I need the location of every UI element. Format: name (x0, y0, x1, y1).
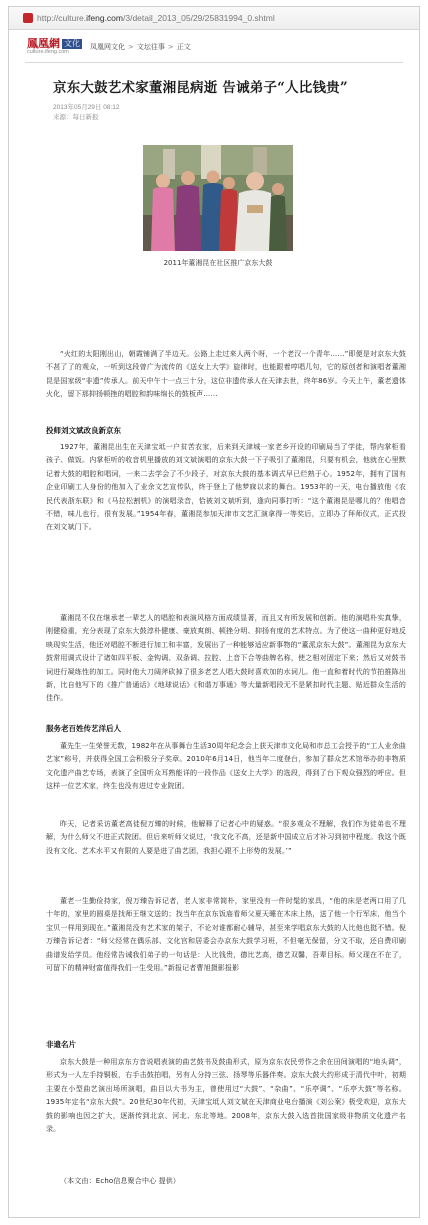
address-bar[interactable] (9, 7, 419, 30)
breadcrumb-separator: > (128, 43, 134, 51)
paragraph-innovation: 董湘昆不仅在继承老一辈艺人的唱腔和表演风格方面成绩显著，而且又有所发展和创新。他的演唱朴实真挚，刚健稳重，充分表现了京东大鼓淳朴健康、豪放爽朗、顿挫分明、抑扬有度的艺术特点。为了使这一曲种更好地反映现实生活，他还对唱腔不断进行加工和丰富，发展出了一种能够适应新事物的“董派京东大鼓”。董湘昆为京东大鼓常用调式设计了诸如四平板、金钩调、双条调、拉腔、上音下合等曲牌名称，使之相对固定下来；然后又对鼓书词进行凝练性的加工。同时他大刀阔斧砍掉了很多老艺人唱大鼓时喜欢加的水词儿。他一直和着时代的节拍推陈出新，比自他写下的《推广普通话》《地球说话》《和谐万事通》等大量新唱段无不是紧扣时代主题、贴近群众生活的佳作。 (46, 614, 406, 703)
logo-text: 鳳凰網 (27, 37, 60, 51)
paragraph-frugal: 董老一生勤俭持家，倪万臻告诉记者，老人家非常简朴，家里没有一件时髦的家具，“他的床是老两口用了几十年的，家里的圆桌是找师王继文送的；找当年在京东饭庙看师父夏天睡在木床上热，送了他一个行军床，他当个宝贝一样用到现在。”董湘昆没有艺术家的架子，不论对谁都耐心辅导，甚至来学唱京东大鼓的人比他也挺不错。倪万臻告诉记者：“师父经常在偶乐部、文化宫和居委会办京东大鼓学习班，不但毫无保留，分文不取，还自费印刷曲谱发给学员。他经常告诫我们弟子的一句话是：人比钱贵，德比艺高，德艺双馨，吾辈目标。师父现在不在了，可留下的精神财富值得我们一生受用。”新报记者曹旭摄影报影 (46, 897, 406, 973)
article-paragraph (46, 612, 406, 706)
paragraph-intro: “火红的太阳刚出山，朝霞铺满了半边天。公路上走过来人两个呀，一个老汉一个青年……”即便是对京东大鼓不甚了了的观众，一听到这段曾广为流传的《送女上大学》旋律时，也能跟着哼唱几句，它的原创者和演唱者董湘昆是国家级“非遗”传承人。前天中午十一点三十分，这位非遗传承人在天津去世，终年86岁。今天上午，董老遗体火化，留下那抑扬顿挫的唱腔和韵味绵长的鼓板声…… (46, 350, 406, 399)
article-meta (9, 103, 419, 123)
breadcrumb-item-culture[interactable]: 凤凰网文化 (90, 43, 125, 51)
paragraph-heritage: 京东大鼓是一种用京东方音说唱表演的曲艺鼓书及鼓曲形式，原为京东农民劳作之余在田间演唱的“地头调”，形式为一人左手持铜板，右手击鼓拍唱，另有人分持三弦、扬琴等乐器伴奏。京东大鼓大约形成于清代中叶，初期主要在小型曲艺演出场所演唱，曲目以大书为主，曾使用过“大鼓”、“杂曲”、“乐亭调”、“乐亭大鼓”等名称。1935年定名“京东大鼓”。20世纪30年代初，天津宝坻人刘文斌在天津商业电台播演《刘公案》极受欢迎，京东大鼓的影响也因之扩大，逐渐传到北京、河北、东北等地。2008年，京东大鼓入选首批国家级非物质文化遗产名录。 (46, 1058, 406, 1134)
article-title: 京东大鼓艺术家董湘昆病逝 告诫弟子“人比钱贵” (53, 80, 348, 96)
subheading-block (46, 1039, 406, 1050)
article-paragraph (46, 441, 406, 535)
subheading-heritage-card: 非遗名片 (46, 1040, 76, 1049)
article-paragraph (46, 818, 406, 858)
subheading-service: 服务老百姓传艺洋后人 (46, 724, 121, 733)
paragraph-honors: 董先生一生荣誉无数，1982年在从事舞台生活30周年纪念会上获天津市文化局和市总工会授予的“工人业余曲艺家”称号，并获得全国工会积极分子奖章。2010年6月14日，他当年二度登台，参加了群众艺术馆举办的非物质文化遗产曲艺专场，表演了全国听众耳熟能详的一段作品《送女上大学》的选段，得到了台下观众强烈的呼应。但这样一位艺术家，终生也没有进过专业院团。 (46, 742, 406, 791)
article-paragraph (46, 740, 406, 794)
article-source: 来源：每日新报 (53, 114, 99, 121)
article-credit: （本文由：Echo信息聚合中心 提供） (60, 1177, 181, 1185)
article-photo (143, 145, 293, 251)
paragraph-interview: 昨天，记者采访董老高徒倪万臻的时候，他解释了记者心中的疑惑。“很多观众不理解，我们作为徒弟也不理解，为什么师父不进正式院团。但后来听师父说过，‘我文化不高，还是新中国成立后才补习到初中程度。我这个既没有文化、艺术水平又有限的人要是进了曲艺团，我担心跟不上形势的发展。’” (46, 820, 406, 855)
article-paragraph (46, 1056, 406, 1136)
article-figure (9, 145, 419, 268)
breadcrumb-item-history[interactable]: 文坛往事 (136, 43, 165, 51)
photo-illustration (143, 145, 293, 251)
article-paragraph (46, 348, 406, 402)
logo-domain: culture.ifeng.com (27, 49, 69, 56)
breadcrumb (90, 42, 191, 52)
photo-caption: 2011年董湘昆在社区推广京东大鼓 (163, 259, 273, 267)
breadcrumb-separator: > (167, 43, 174, 51)
site-logo[interactable] (27, 38, 82, 56)
article-paragraph (46, 895, 406, 975)
article-date: 2013年05月29日 08:12 (53, 104, 120, 111)
site-header (9, 30, 419, 58)
subheading-apprentice: 投师刘文斌改良新京东 (46, 426, 121, 435)
paragraph-early-life: 1927年，董湘昆出生在天津宝坻一户贫苦农家，后来到天津城一家老乡开设的印刷局当了学徒，帮内掌柜看孩子、做饭。内掌柜听的收音机里播放的刘文斌演唱的京东大鼓一下子吸引了董湘昆，只要有机会，他就在心里默记着大鼓的唱腔和唱词，一来二去学会了不少段子，对京东大鼓的基本调式早已烂熟于心。1952年，拥有了国有企业印刷工人身份的他加入了业余文艺宣传队，终于登上了他梦寐以求的舞台。1953年的一天，电台播放他《农民代表浙东联》和《马拉松割机》的演唱录音，恰被刘文斌听到，逢向同事打听：“这个董湘昆是哪儿的？他唱音不错，味儿也行，很有发展。”1954年春，董湘昆参加天津市文艺汇演拿得一等奖后，立即办了拜师仪式，正式投在刘文斌门下。 (46, 443, 406, 532)
subheading-block (46, 425, 406, 436)
article-paragraph (46, 1175, 406, 1188)
logo-badge: 文化 (64, 38, 80, 48)
ifeng-favicon-icon (23, 13, 33, 23)
subheading-block (46, 723, 406, 734)
url-text[interactable]: http://culture.ifeng.com/3/detail_2013_05/29/25831994_0.shtml (37, 13, 275, 23)
breadcrumb-item-current: 正文 (176, 43, 191, 51)
header-divider (25, 62, 403, 63)
